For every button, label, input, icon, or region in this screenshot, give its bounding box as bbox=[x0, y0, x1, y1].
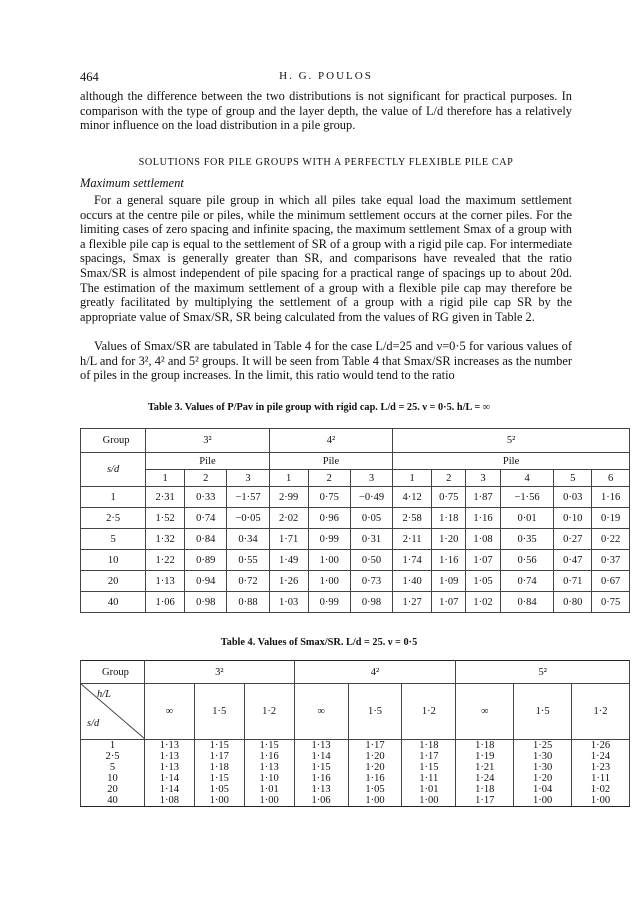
page-number: 464 bbox=[80, 70, 99, 84]
table3 bbox=[80, 428, 630, 613]
table4-cell: 1·15 bbox=[402, 762, 456, 773]
table3-cell: 0·99 bbox=[308, 592, 350, 613]
table3-group-header: 5² bbox=[393, 429, 630, 453]
table3-pile-number: 2 bbox=[308, 470, 350, 487]
table4-cell: 1·02 bbox=[572, 784, 630, 795]
table3-cell: 0·33 bbox=[185, 487, 227, 508]
table4-cell: 1·00 bbox=[194, 795, 244, 807]
table4-cell: 1·18 bbox=[402, 740, 456, 752]
table4-cell: 1·15 bbox=[194, 740, 244, 752]
table3-cell: 1·52 bbox=[146, 508, 185, 529]
table3-cell: 0·31 bbox=[350, 529, 392, 550]
table4-cell: 1·06 bbox=[294, 795, 348, 807]
table3-row bbox=[81, 592, 630, 613]
table4-cell: 1·19 bbox=[456, 751, 514, 762]
table3-cell: 1·16 bbox=[466, 508, 500, 529]
table3-cell: 0·27 bbox=[554, 529, 592, 550]
table4-row bbox=[81, 751, 630, 762]
table4-caption: Table 4. Values of Smax/SR. L/d = 25. ν = 0·5 bbox=[220, 637, 418, 648]
table4-cell: 1·20 bbox=[348, 762, 402, 773]
table4-cell: 1·14 bbox=[144, 773, 194, 784]
table4-cell: 1·05 bbox=[194, 784, 244, 795]
table3-row-sd: 2·5 bbox=[81, 508, 146, 529]
table4-cell: 1·20 bbox=[348, 751, 402, 762]
table4-cell: 1·18 bbox=[456, 740, 514, 752]
table3-cell: −1·57 bbox=[227, 487, 269, 508]
table3-cell: 0·55 bbox=[227, 550, 269, 571]
table4-cell: 1·30 bbox=[514, 762, 572, 773]
table3-cell: 0·03 bbox=[554, 487, 592, 508]
table4-hl-value: ∞ bbox=[456, 684, 514, 740]
table4-row-sd: 40 bbox=[81, 795, 145, 807]
table3-pile-number: 3 bbox=[350, 470, 392, 487]
table3-cell: 0·19 bbox=[592, 508, 630, 529]
table3-cell: 2·58 bbox=[393, 508, 432, 529]
table3-cell: 0·94 bbox=[185, 571, 227, 592]
table4-cell: 1·13 bbox=[294, 740, 348, 752]
table3-sd-label: s/d bbox=[81, 453, 146, 487]
table3-cell: 0·01 bbox=[500, 508, 554, 529]
table4-hl-value: 1·2 bbox=[572, 684, 630, 740]
table4-cell: 1·15 bbox=[194, 773, 244, 784]
table3-cell: 1·08 bbox=[466, 529, 500, 550]
paragraph-table4-discussion: Values of Smax/SR are tabulated in Table 4 for the case L/d=25 and ν=0·5 for various values of h/L and for 3², 4² and 5² groups. It will be seen from Table 4 that Smax/SR increases as the number of piles in the group increases. In the limit, this ratio would tend to the ratio bbox=[80, 339, 572, 383]
table4-cell: 1·20 bbox=[514, 773, 572, 784]
table4-cell: 1·05 bbox=[348, 784, 402, 795]
table3-cell: 1·49 bbox=[269, 550, 308, 571]
table3-cell: 0·67 bbox=[592, 571, 630, 592]
table3-row-sd: 5 bbox=[81, 529, 146, 550]
table3-cell: 1·16 bbox=[432, 550, 466, 571]
table4-cell: 1·16 bbox=[294, 773, 348, 784]
table3-cell: 0·74 bbox=[185, 508, 227, 529]
table3-cell: 1·16 bbox=[592, 487, 630, 508]
table4-cell: 1·08 bbox=[144, 795, 194, 807]
table3-cell: 1·13 bbox=[146, 571, 185, 592]
table3-pile-number: 4 bbox=[500, 470, 554, 487]
table3-cell: 1·32 bbox=[146, 529, 185, 550]
table4-cell: 1·00 bbox=[244, 795, 294, 807]
table4-sd-label: s/d bbox=[87, 718, 100, 729]
table3-cell: 1·02 bbox=[466, 592, 500, 613]
table4-hl-value: 1·5 bbox=[194, 684, 244, 740]
table3-cell: 1·26 bbox=[269, 571, 308, 592]
table3-cell: 0·84 bbox=[500, 592, 554, 613]
paragraph-maximum-settlement: For a general square pile group in which all piles take equal load the maximum settlement occurs at the centre pile or piles, while the minimum settlement occurs at the corner piles. For the limiting cases of zero spacing and infinite spacing, the maximum settlement Smax of a group with a flexible pile cap is equal to the settlement of SR of a group with a rigid pile cap. For intermediate spacings, Smax is generally greater than SR, and comparisons have revealed that the ratio Smax/SR is almost independent of pile spacing for a practical range of spacings up to about 20d. The estimation of the maximum settlement of a group with a flexible pile cap may therefore be greatly facilitated by multiplying the settlement of a group with a rigid pile cap SR by the appropriate value of Smax/SR, SR being calculated from the values of RG given in Table 2. bbox=[80, 193, 572, 324]
table4-cell: 1·24 bbox=[572, 751, 630, 762]
table3-cell: 1·05 bbox=[466, 571, 500, 592]
table4-cell: 1·15 bbox=[294, 762, 348, 773]
table3-cell: 2·11 bbox=[393, 529, 432, 550]
table4-hl-value: 1·5 bbox=[514, 684, 572, 740]
table4-cell: 1·23 bbox=[572, 762, 630, 773]
diagonal-rule bbox=[81, 684, 145, 739]
table3-pile-label: Pile bbox=[393, 453, 630, 470]
table3-row bbox=[81, 571, 630, 592]
table3-cell: 1·22 bbox=[146, 550, 185, 571]
table3-cell: 0·50 bbox=[350, 550, 392, 571]
table3-cell: 1·87 bbox=[466, 487, 500, 508]
table4-hl-value: ∞ bbox=[144, 684, 194, 740]
table3-row bbox=[81, 550, 630, 571]
table3-cell: 2·02 bbox=[269, 508, 308, 529]
table3-caption: Table 3. Values of P/Pav in pile group with rigid cap. L/d = 25. ν = 0·5. h/L = ∞ bbox=[147, 402, 491, 413]
table4-hl-label: h/L bbox=[97, 689, 112, 700]
table3-cell: −0·49 bbox=[350, 487, 392, 508]
page-header bbox=[80, 70, 572, 86]
table4-group-header: 3² bbox=[144, 661, 294, 684]
table3-cell: 0·73 bbox=[350, 571, 392, 592]
table4-hl-value: ∞ bbox=[294, 684, 348, 740]
table4-cell: 1·14 bbox=[144, 784, 194, 795]
table3-cell: 1·74 bbox=[393, 550, 432, 571]
table3-cell: 0·96 bbox=[308, 508, 350, 529]
table4-cell: 1·26 bbox=[572, 740, 630, 752]
table3-row-sd: 10 bbox=[81, 550, 146, 571]
table4-row-sd: 1 bbox=[81, 740, 145, 752]
table3-cell: 1·07 bbox=[466, 550, 500, 571]
table3-pile-number: 2 bbox=[432, 470, 466, 487]
table3-cell: 1·18 bbox=[432, 508, 466, 529]
table4-cell: 1·18 bbox=[194, 762, 244, 773]
table4-row-sd: 2·5 bbox=[81, 751, 145, 762]
table4-cell: 1·13 bbox=[144, 740, 194, 752]
table3-pile-number: 3 bbox=[227, 470, 269, 487]
table4-cell: 1·10 bbox=[244, 773, 294, 784]
table3-pile-number: 3 bbox=[466, 470, 500, 487]
table4-cell: 1·17 bbox=[194, 751, 244, 762]
table3-row bbox=[81, 508, 630, 529]
table3-group-label: Group bbox=[81, 429, 146, 453]
table3-cell: 1·40 bbox=[393, 571, 432, 592]
table3-cell: 1·09 bbox=[432, 571, 466, 592]
table3-cell: 0·47 bbox=[554, 550, 592, 571]
table4-row bbox=[81, 740, 630, 752]
table3-cell: −0·05 bbox=[227, 508, 269, 529]
table3-cell: 0·84 bbox=[185, 529, 227, 550]
table3-row bbox=[81, 487, 630, 508]
table3-pile-number: 2 bbox=[185, 470, 227, 487]
table3-cell: 0·80 bbox=[554, 592, 592, 613]
intro-paragraph: although the difference between the two distributions is not significant for practical purposes. In comparison with the type of group and the layer depth, the value of L/d therefore has a relatively minor influence on the load distribution in a pile group. bbox=[80, 89, 572, 133]
table3-cell: 0·98 bbox=[185, 592, 227, 613]
table4-cell: 1·17 bbox=[456, 795, 514, 807]
table4-cell: 1·14 bbox=[294, 751, 348, 762]
table3-cell: 0·05 bbox=[350, 508, 392, 529]
table3-cell: 1·00 bbox=[308, 571, 350, 592]
table4-hl-value: 1·5 bbox=[348, 684, 402, 740]
table4-cell: 1·00 bbox=[402, 795, 456, 807]
table4-cell: 1·11 bbox=[572, 773, 630, 784]
table3-cell: 0·72 bbox=[227, 571, 269, 592]
table3-cell: 2·99 bbox=[269, 487, 308, 508]
table3-cell: 0·10 bbox=[554, 508, 592, 529]
table3-pile-number: 1 bbox=[393, 470, 432, 487]
table3-pile-label: Pile bbox=[146, 453, 270, 470]
table4-cell: 1·00 bbox=[572, 795, 630, 807]
table4-cell: 1·18 bbox=[456, 784, 514, 795]
table4-cell: 1·30 bbox=[514, 751, 572, 762]
table3-cell: 0·34 bbox=[227, 529, 269, 550]
table4-cell: 1·00 bbox=[514, 795, 572, 807]
table4-group-header: 5² bbox=[456, 661, 630, 684]
table4-row-sd: 10 bbox=[81, 773, 145, 784]
table4-cell: 1·13 bbox=[144, 762, 194, 773]
table3-group-header: 3² bbox=[146, 429, 270, 453]
table3-cell: 1·27 bbox=[393, 592, 432, 613]
table3-cell: 0·98 bbox=[350, 592, 392, 613]
table3-cell: 0·75 bbox=[308, 487, 350, 508]
table4-cell: 1·15 bbox=[244, 740, 294, 752]
table3-row-sd: 20 bbox=[81, 571, 146, 592]
table4-cell: 1·04 bbox=[514, 784, 572, 795]
table3-cell: 0·75 bbox=[432, 487, 466, 508]
table3-pile-number: 5 bbox=[554, 470, 592, 487]
table3-pile-number: 1 bbox=[269, 470, 308, 487]
table4-cell: 1·17 bbox=[348, 740, 402, 752]
table3-cell: 1·20 bbox=[432, 529, 466, 550]
table4-cell: 1·13 bbox=[244, 762, 294, 773]
table4-cell: 1·21 bbox=[456, 762, 514, 773]
table4-hl-value: 1·2 bbox=[402, 684, 456, 740]
table3-pile-number: 6 bbox=[592, 470, 630, 487]
table4-cell: 1·16 bbox=[244, 751, 294, 762]
table4-row bbox=[81, 762, 630, 773]
table3-pile-number: 1 bbox=[146, 470, 185, 487]
table4-cell: 1·01 bbox=[402, 784, 456, 795]
table3-cell: 2·31 bbox=[146, 487, 185, 508]
table3-row-sd: 40 bbox=[81, 592, 146, 613]
table3-cell: 1·00 bbox=[308, 550, 350, 571]
table3-cell: 0·37 bbox=[592, 550, 630, 571]
table4-cell: 1·24 bbox=[456, 773, 514, 784]
table3-cell: 0·56 bbox=[500, 550, 554, 571]
table4-cell: 1·17 bbox=[402, 751, 456, 762]
table3-cell: −1·56 bbox=[500, 487, 554, 508]
table3-row bbox=[81, 529, 630, 550]
table3-cell: 0·75 bbox=[592, 592, 630, 613]
running-head: H. G. POULOS bbox=[279, 70, 373, 82]
table3-group-header: 4² bbox=[269, 429, 393, 453]
table3-cell: 1·06 bbox=[146, 592, 185, 613]
table4-row bbox=[81, 773, 630, 784]
table3-cell: 0·22 bbox=[592, 529, 630, 550]
table3-cell: 0·74 bbox=[500, 571, 554, 592]
table3-cell: 0·89 bbox=[185, 550, 227, 571]
table3-cell: 1·07 bbox=[432, 592, 466, 613]
table4-cell: 1·00 bbox=[348, 795, 402, 807]
table4-group-header: 4² bbox=[294, 661, 456, 684]
table4-hl-value: 1·2 bbox=[244, 684, 294, 740]
table3-cell: 0·99 bbox=[308, 529, 350, 550]
table4-cell: 1·11 bbox=[402, 773, 456, 784]
table3-cell: 4·12 bbox=[393, 487, 432, 508]
table3-pile-label: Pile bbox=[269, 453, 393, 470]
table3-cell: 1·03 bbox=[269, 592, 308, 613]
table4-diagonal-header bbox=[81, 684, 145, 740]
table4-row-sd: 5 bbox=[81, 762, 145, 773]
table4-cell: 1·13 bbox=[144, 751, 194, 762]
table4-cell: 1·25 bbox=[514, 740, 572, 752]
table4-row-sd: 20 bbox=[81, 784, 145, 795]
section-title: SOLUTIONS FOR PILE GROUPS WITH A PERFECTLY FLEXIBLE PILE CAP bbox=[138, 157, 514, 168]
table3-cell: 0·88 bbox=[227, 592, 269, 613]
table4 bbox=[80, 660, 630, 807]
table3-cell: 0·35 bbox=[500, 529, 554, 550]
table3-cell: 0·71 bbox=[554, 571, 592, 592]
table3-cell: 1·71 bbox=[269, 529, 308, 550]
table4-row bbox=[81, 795, 630, 807]
table3-row-sd: 1 bbox=[81, 487, 146, 508]
table4-cell: 1·01 bbox=[244, 784, 294, 795]
table4-group-label: Group bbox=[81, 661, 145, 684]
table4-row bbox=[81, 784, 630, 795]
table4-cell: 1·13 bbox=[294, 784, 348, 795]
subsection-title: Maximum settlement bbox=[80, 176, 184, 190]
table4-cell: 1·16 bbox=[348, 773, 402, 784]
